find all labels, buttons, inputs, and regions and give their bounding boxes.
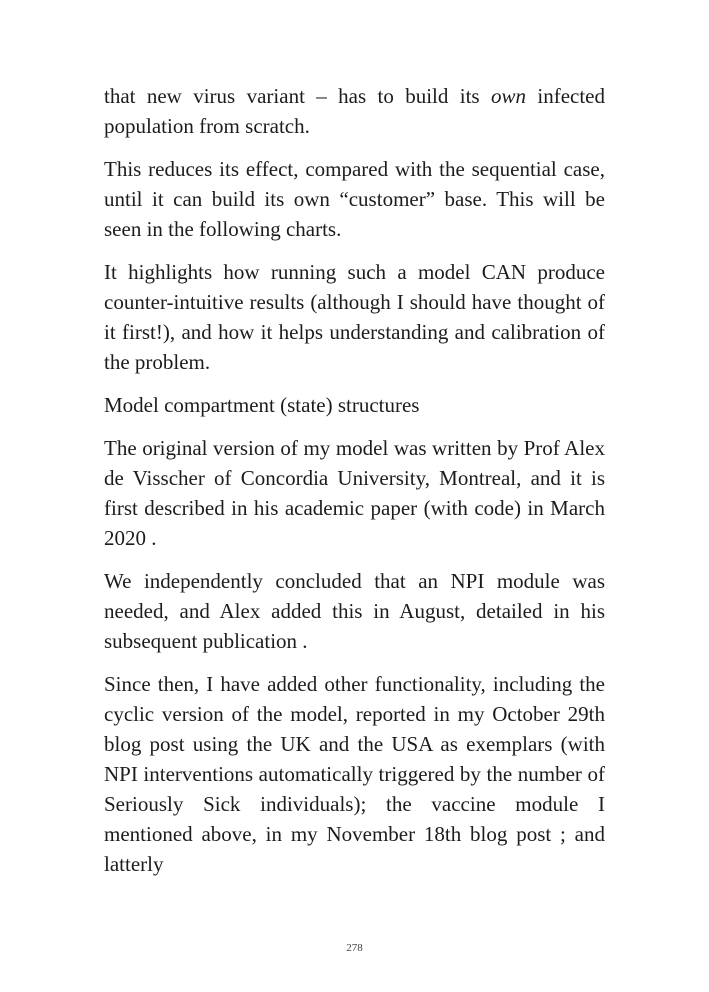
paragraph-counter-intuitive: It highlights how running such a model CAN produce counter-intuitive results (although I should have thought of it first!), and how it helps understanding and calibration of the problem. <box>104 260 605 374</box>
paragraph-virus-variant-text-end: infected population from scratch. <box>104 84 605 138</box>
section-heading: Model compartment (state) structures <box>104 393 420 417</box>
paragraph-added-functionality: Since then, I have added other functionality, including the cyclic version of the model, reported in my October 29th blog post using the UK and the USA as exemplars (with NPI interventions automatically triggered by the number of Seriously Sick individuals); the vaccine module I mentioned above, in my November 18th blog post ; and latterly <box>104 672 605 876</box>
page-number: 278 <box>346 942 363 954</box>
paragraph-reduces-effect: This reduces its effect, compared with the sequential case, until it can build its own “customer” base. This will be seen in the following charts. <box>104 157 605 241</box>
emphasis-own: own <box>490 84 526 108</box>
page-body <box>104 81 605 892</box>
paragraph-virus-variant <box>104 81 605 141</box>
paragraph-original-version: The original version of my model was written by Prof Alex de Visscher of Concordia University, Montreal, and it is first described in his academic paper (with code) in March 2020 . <box>104 436 605 550</box>
paragraph-virus-variant-text: that new virus variant – has to build its <box>104 84 491 108</box>
paragraph-npi-module: We independently concluded that an NPI module was needed, and Alex added this in August, detailed in his subsequent publication . <box>104 569 605 653</box>
